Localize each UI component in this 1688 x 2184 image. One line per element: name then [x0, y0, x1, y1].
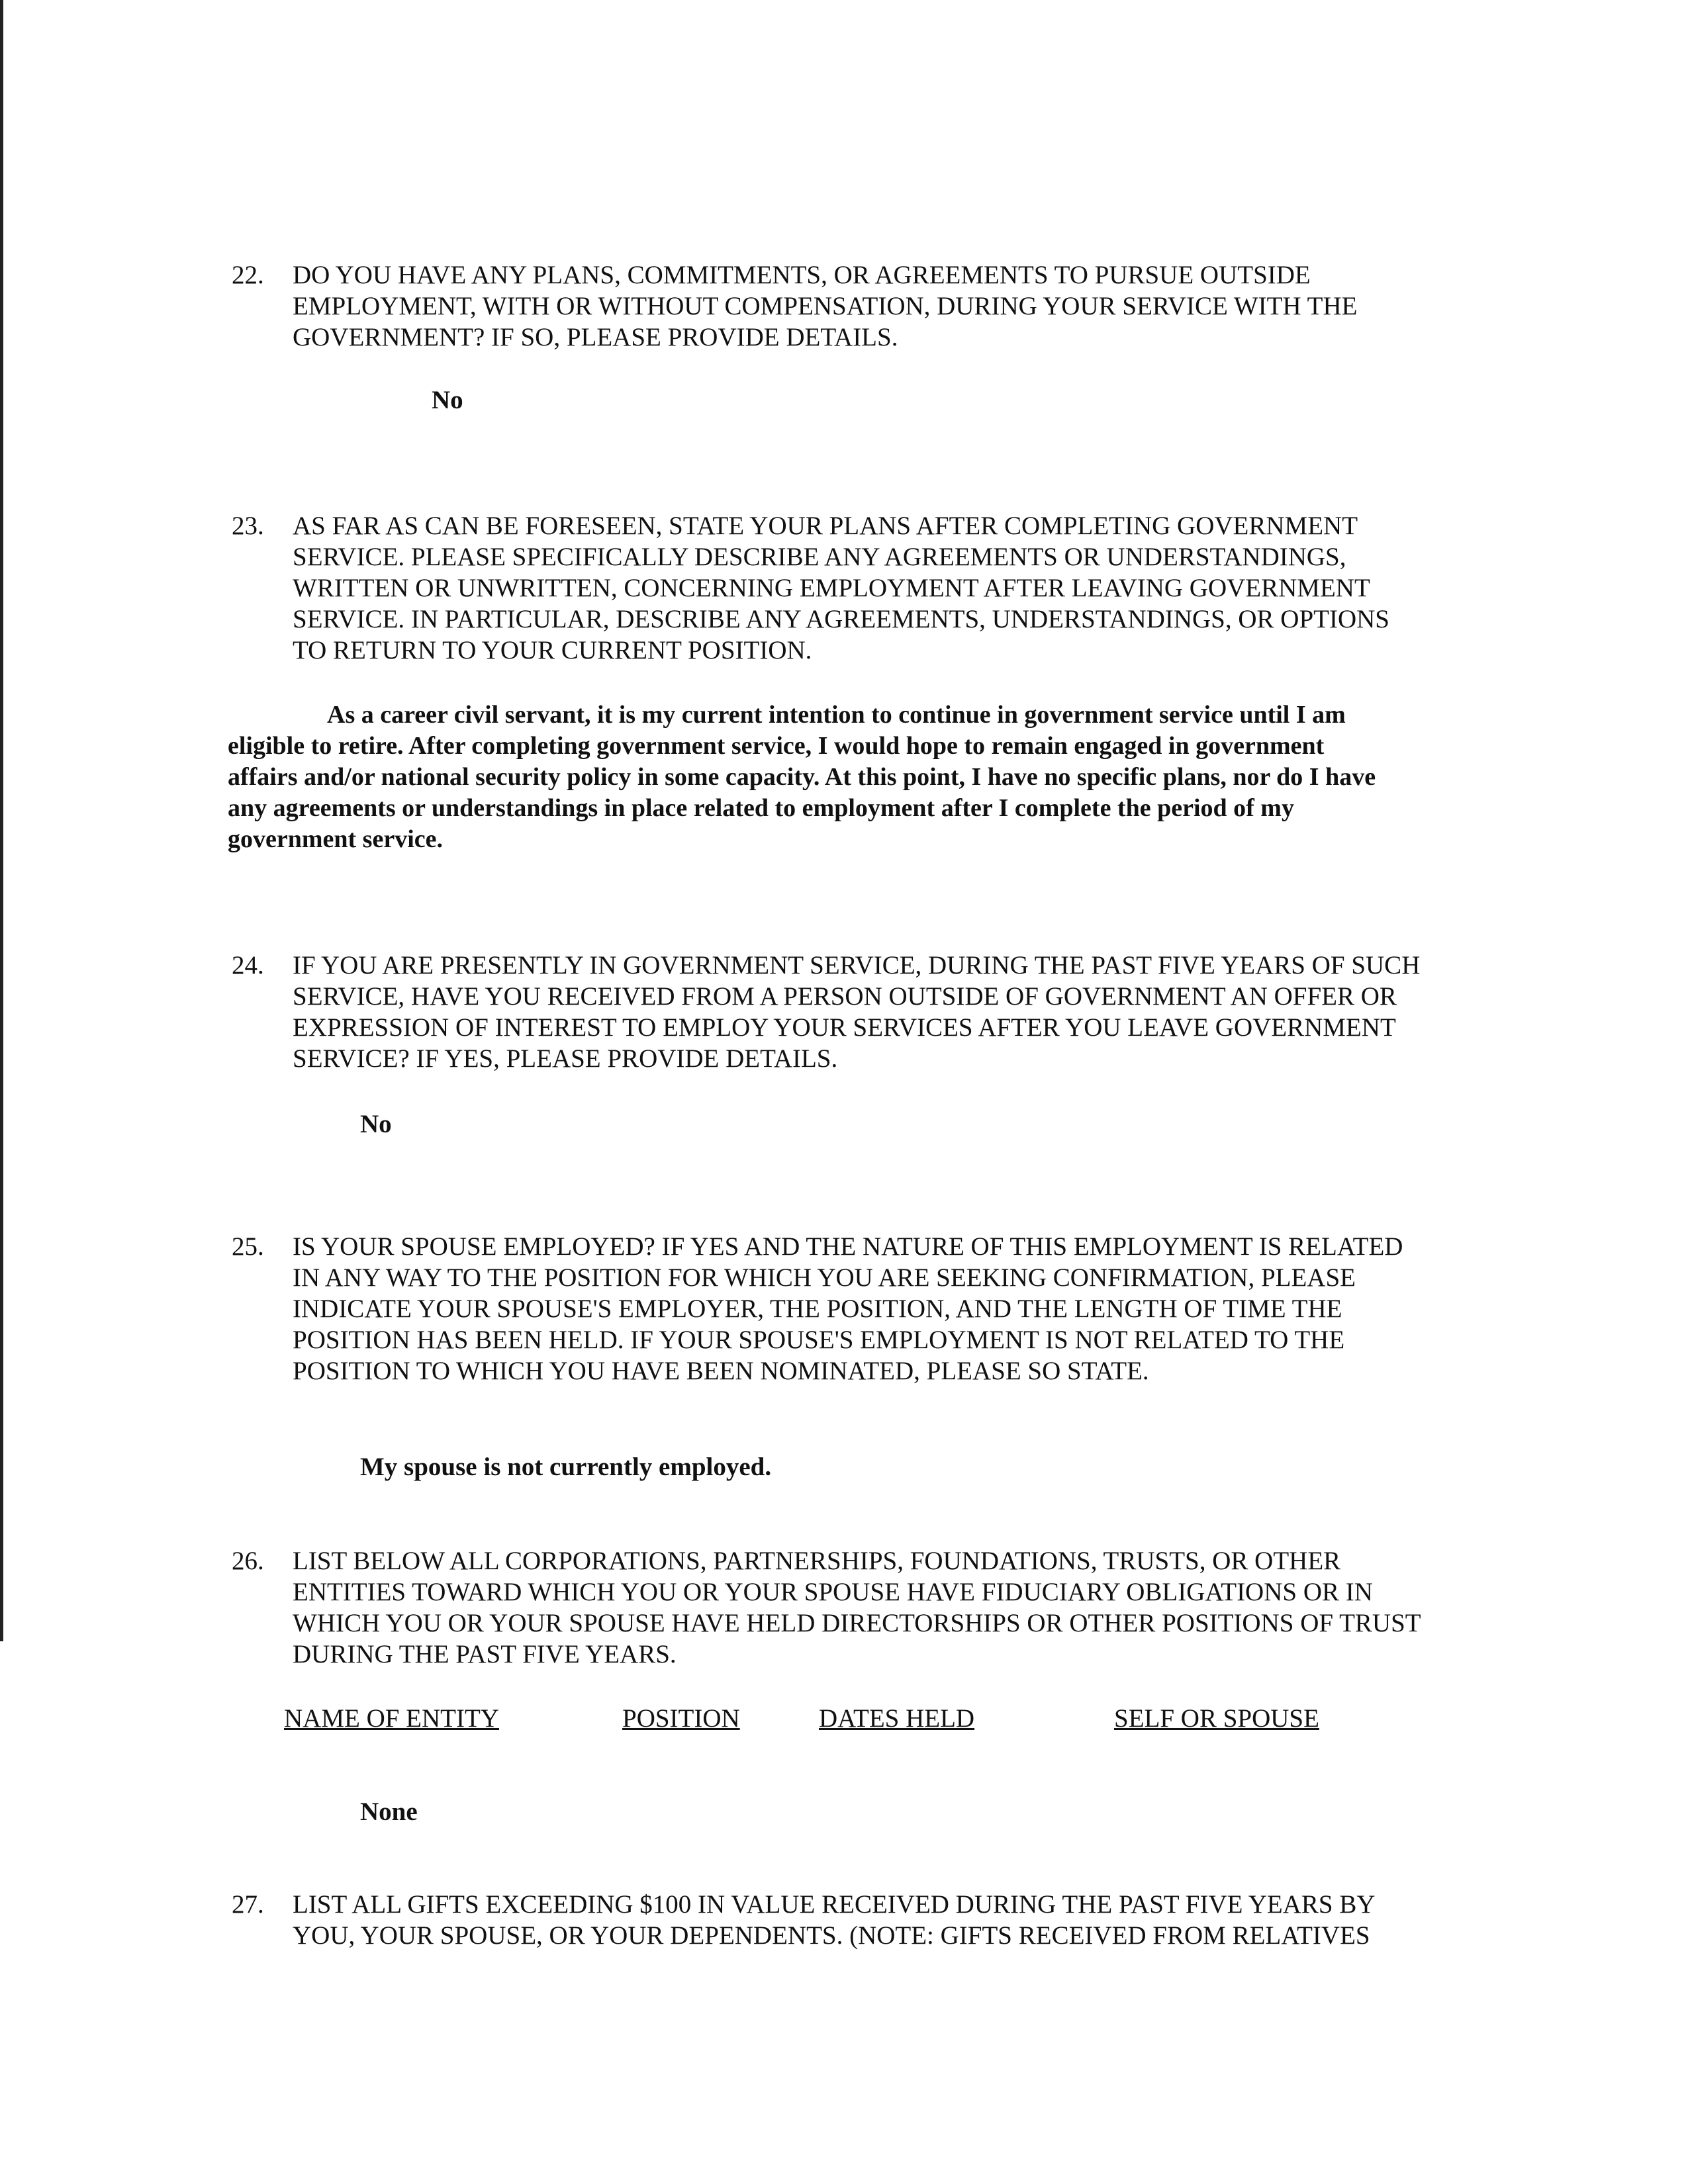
answer-line: eligible to retire. After completing government service, I would hope to remain engaged in government — [228, 732, 1325, 760]
question-line: LIST ALL GIFTS EXCEEDING $100 IN VALUE RECEIVED DURING THE PAST FIVE YEARS BY — [293, 1890, 1376, 1919]
scan-edge — [0, 0, 3, 1641]
question-line: IF YOU ARE PRESENTLY IN GOVERNMENT SERVICE, DURING THE PAST FIVE YEARS OF SUCH — [293, 951, 1421, 979]
question-line: DO YOU HAVE ANY PLANS, COMMITMENTS, OR AGREEMENTS TO PURSUE OUTSIDE — [293, 261, 1311, 289]
question-line: EXPRESSION OF INTEREST TO EMPLOY YOUR SERVICES AFTER YOU LEAVE GOVERNMENT — [293, 1013, 1396, 1042]
column-header-dates-held: DATES HELD — [819, 1704, 975, 1733]
question-line: IN ANY WAY TO THE POSITION FOR WHICH YOU ARE SEEKING CONFIRMATION, PLEASE — [293, 1263, 1356, 1292]
question-line: LIST BELOW ALL CORPORATIONS, PARTNERSHIPS, FOUNDATIONS, TRUSTS, OR OTHER — [293, 1547, 1341, 1575]
question-line: POSITION HAS BEEN HELD. IF YOUR SPOUSE'S EMPLOYMENT IS NOT RELATED TO THE — [293, 1326, 1345, 1354]
question-line: YOU, YOUR SPOUSE, OR YOUR DEPENDENTS. (NOTE: GIFTS RECEIVED FROM RELATIVES — [293, 1921, 1370, 1950]
question-line: WRITTEN OR UNWRITTEN, CONCERNING EMPLOYMENT AFTER LEAVING GOVERNMENT — [293, 574, 1370, 602]
answer-24: No — [360, 1110, 392, 1138]
question-line: SERVICE. IN PARTICULAR, DESCRIBE ANY AGREEMENTS, UNDERSTANDINGS, OR OPTIONS — [293, 605, 1389, 633]
question-line: DURING THE PAST FIVE YEARS. — [293, 1640, 677, 1668]
question-number: 25. — [232, 1232, 264, 1261]
answer-line: government service. — [228, 825, 443, 853]
question-line: SERVICE? IF YES, PLEASE PROVIDE DETAILS. — [293, 1044, 838, 1073]
question-line: TO RETURN TO YOUR CURRENT POSITION. — [293, 636, 812, 664]
question-line: IS YOUR SPOUSE EMPLOYED? IF YES AND THE NATURE OF THIS EMPLOYMENT IS RELATED — [293, 1232, 1403, 1261]
answer-line: affairs and/or national security policy in some capacity. At this point, I have no specific plans, nor do I have — [228, 763, 1376, 791]
question-line: ENTITIES TOWARD WHICH YOU OR YOUR SPOUSE HAVE FIDUCIARY OBLIGATIONS OR IN — [293, 1578, 1373, 1606]
question-line: SERVICE. PLEASE SPECIFICALLY DESCRIBE ANY AGREEMENTS OR UNDERSTANDINGS, — [293, 543, 1346, 571]
column-header-self-or-spouse: SELF OR SPOUSE — [1114, 1704, 1319, 1733]
question-line: POSITION TO WHICH YOU HAVE BEEN NOMINATED, PLEASE SO STATE. — [293, 1357, 1149, 1385]
answer-23 — [228, 700, 1376, 855]
question-number: 27. — [232, 1890, 264, 1919]
answer-26: None — [360, 1797, 418, 1826]
answer-line: any agreements or understandings in place related to employment after I complete the period of my — [228, 794, 1294, 822]
question-line: INDICATE YOUR SPOUSE'S EMPLOYER, THE POSITION, AND THE LENGTH OF TIME THE — [293, 1295, 1342, 1323]
question-line: EMPLOYMENT, WITH OR WITHOUT COMPENSATION, DURING YOUR SERVICE WITH THE — [293, 292, 1358, 320]
column-header-name-of-entity: NAME OF ENTITY — [284, 1704, 499, 1733]
question-number: 23. — [232, 512, 264, 540]
column-header-position: POSITION — [622, 1704, 740, 1733]
answer-line: As a career civil servant, it is my current intention to continue in government service until I am — [327, 701, 1346, 729]
question-line: GOVERNMENT? IF SO, PLEASE PROVIDE DETAILS. — [293, 323, 898, 351]
question-number: 22. — [232, 261, 264, 289]
answer-22: No — [432, 386, 463, 414]
question-number: 24. — [232, 951, 264, 979]
question-line: WHICH YOU OR YOUR SPOUSE HAVE HELD DIRECTORSHIPS OR OTHER POSITIONS OF TRUST — [293, 1609, 1421, 1637]
answer-25: My spouse is not currently employed. — [360, 1453, 772, 1481]
question-line: SERVICE, HAVE YOU RECEIVED FROM A PERSON OUTSIDE OF GOVERNMENT AN OFFER OR — [293, 982, 1397, 1011]
question-number: 26. — [232, 1547, 264, 1575]
question-line: AS FAR AS CAN BE FORESEEN, STATE YOUR PLANS AFTER COMPLETING GOVERNMENT — [293, 512, 1358, 540]
